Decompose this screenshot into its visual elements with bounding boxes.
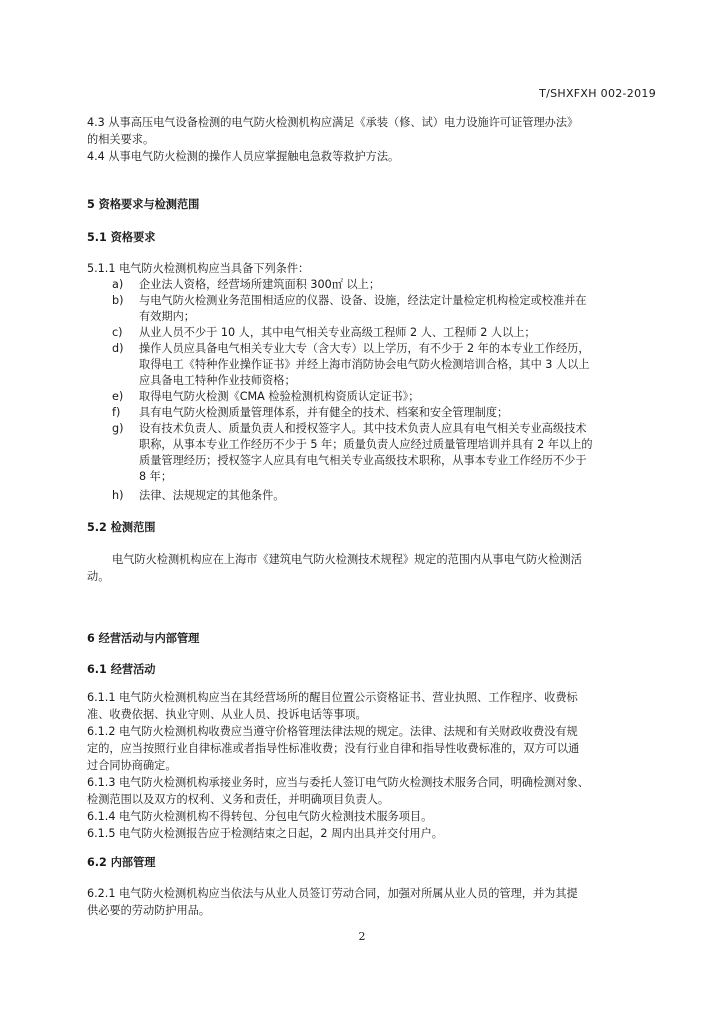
list-item-d-line3: 应具备电工特种作业技师资格； [139,374,296,387]
list-item-g-line1: 设有技术负责人、质量负责人和授权签字人。其中技术负责人应具有电气相关专业高级技术 [139,422,587,435]
section-6-2-heading: 6.2 内部管理 [87,856,156,869]
list-item-b-mark: b) [112,294,124,307]
list-item-d-line1: 操作人员应具备电气相关专业大专（含大专）以上学历，有不少于 2 年的本专业工作经历， [139,342,590,355]
list-item-c-mark: c) [112,326,123,339]
clause-6-1-1-line1: 6.1.1 电气防火检测机构应当在其经营场所的醒目位置公示资格证书、营业执照、工作程序、收费标 [87,691,578,704]
list-item-d-mark: d) [112,342,124,355]
list-item-c-line1: 从业人员不少于 10 人，其中电气相关专业高级工程师 2 人、工程师 2 人以上； [139,326,536,339]
list-item-b-line2: 有效期内； [139,310,195,323]
clause-5-2-line2: 动。 [87,570,110,583]
clause-4-3-line2: 的相关要求。 [87,133,155,146]
clause-4-3-line1: 4.3 从事高压电气设备检测的电气防火检测机构应满足《承装（修、试）电力设施许可证管理办法》 [87,116,579,129]
clause-6-2-1-line1: 6.2.1 电气防火检测机构应当依法与从业人员签订劳动合同，加强对所属从业人员的管理，并为其提 [87,887,578,900]
clause-4-4: 4.4 从事电气防火检测的操作人员应掌握触电急救等救护方法。 [87,150,400,163]
clause-5-2-line1: 电气防火检测机构应在上海市《建筑电气防火检测技术规程》规定的范围内从事电气防火检测活 [112,553,582,566]
list-item-h-line1: 法律、法规规定的其他条件。 [139,489,285,502]
list-item-d-line2: 取得电工《特种作业操作证书》并经上海市消防协会电气防火检测培训合格，其中 3 人以上 [139,358,590,371]
list-item-g-line2: 职称，从事本专业工作经历不少于 5 年；质量负责人应经过质量管理培训并具有 2 年以上的 [139,438,593,451]
list-item-g-line4: 8 年； [139,470,173,483]
list-item-e-line1: 取得电气防火检测《CMA 检验检测机构资质认定证书》； [139,390,420,403]
clause-6-1-4: 6.1.4 电气防火检测机构不得转包、分包电气防火检测技术服务项目。 [87,810,433,823]
list-item-e-mark: e) [112,390,124,403]
clause-5-1-1-intro: 5.1.1 电气防火检测机构应当具备下列条件： [87,262,310,275]
list-item-g-line3: 质量管理经历；授权签字人应具有电气相关专业高级技术职称，从事本专业工作经历不少于 [139,454,587,467]
clause-6-1-5: 6.1.5 电气防火检测报告应于检测结束之日起，2 周内出具并交付用户。 [87,827,443,840]
clause-6-2-1-line2: 供必要的劳动防护用品。 [87,904,211,917]
clause-6-1-2-line2: 定的，应当按照行业自律标准或者指导性标准收费；没有行业自律和指导性收费标准的，双方可以通 [87,742,580,755]
clause-6-1-1-line2: 准、收费依据、执业守则、从业人员、投诉电话等事项。 [87,708,367,721]
clause-6-1-3-line2: 检测范围以及双方的权利、义务和责任，并明确项目负责人。 [87,793,390,806]
clause-6-1-3-line1: 6.1.3 电气防火检测机构承接业务时，应当与委托人签订电气防火检测技术服务合同，明确检测对象、 [87,776,589,789]
section-5-1-heading: 5.1 资格要求 [87,231,156,244]
list-item-f-mark: f) [112,406,121,419]
list-item-a-line1: 企业法人资格，经营场所建筑面积 300㎡ 以上； [139,278,381,291]
list-item-b-line1: 与电气防火检测业务范围相适应的仪器、设备、设施，经法定计量检定机构检定或校准并在 [139,294,587,307]
section-6-heading: 6 经营活动与内部管理 [87,632,200,645]
list-item-g-mark: g) [112,422,124,435]
section-5-heading: 5 资格要求与检测范围 [87,198,200,211]
section-5-2-heading: 5.2 检测范围 [87,521,156,534]
clause-6-1-2-line3: 过合同协商确定。 [87,759,177,772]
section-6-1-heading: 6.1 经营活动 [87,663,156,676]
list-item-a-mark: a) [112,278,124,291]
standard-code: T/SHXFXH 002-2019 [539,87,656,100]
list-item-f-line1: 具有电气防火检测质量管理体系，并有健全的技术、档案和安全管理制度； [139,406,509,419]
page-number: 2 [358,930,366,943]
list-item-h-mark: h) [112,489,124,502]
clause-6-1-2-line1: 6.1.2 电气防火检测机构收费应当遵守价格管理法律法规的规定。法律、法规和有关财政收费没有规 [87,725,578,738]
